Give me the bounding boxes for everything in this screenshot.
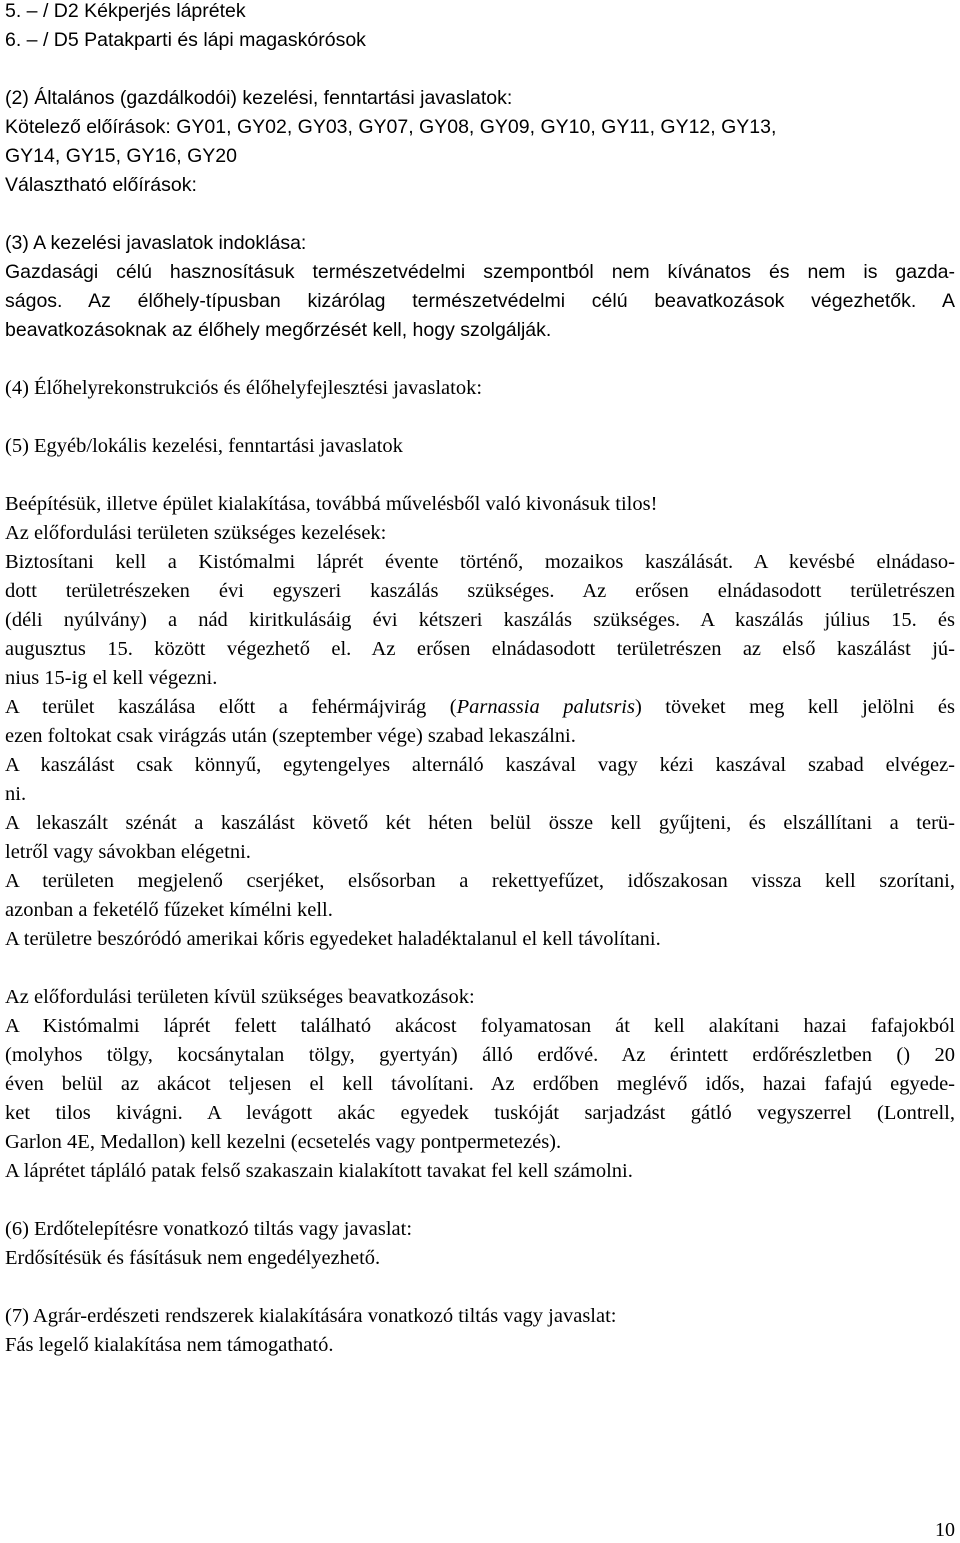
paragraph-line: Beépítésük, illetve épület kialakítása, továbbá művelésből való kivonásuk tilos! [5, 493, 658, 515]
paragraph-line: ezen foltokat csak virágzás után (szeptember vége) szabad lekaszálni. [5, 725, 576, 747]
paragraph-line: A kaszálást csak könnyű, egytengelyes alternáló kaszával vagy kézi kaszával szabad elvégez- [5, 754, 955, 776]
paragraph-line: Biztosítani kell a Kistómalmi láprét évente történő, mozaikos kaszálását. A kevésbé elnádaso- [5, 551, 955, 573]
paragraph-line: nius 15-ig el kell végezni. [5, 667, 218, 689]
section-4-heading: (4) Élőhelyrekonstrukciós és élőhelyfejlesztési javaslatok: [5, 377, 483, 399]
section-3-heading: (3) A kezelési javaslatok indoklása: [5, 232, 307, 254]
paragraph-line: ságos. Az élőhely-típusban kizárólag természetvédelmi célú beavatkozások végezhetők. A [5, 290, 955, 312]
paragraph-line: A láprétet tápláló patak felső szakaszain kialakított tavakat fel kell számolni. [5, 1160, 633, 1182]
page-number: 10 [935, 1519, 955, 1541]
paragraph-line: éven belül az akácot teljesen el kell távolítani. Az erdőben meglévő idős, hazai fafajú egyede- [5, 1073, 955, 1095]
optional-rules-label: Választható előírások: [5, 174, 197, 196]
paragraph-line: (déli nyúlvány) a nád kiritkulásáig évi kétszeri kaszálás szükséges. A kaszálás július 15. és [5, 609, 955, 631]
subheading: Az előfordulási területen kívül szükséges beavatkozások: [5, 986, 475, 1008]
list-item: 6. – / D5 Patakparti és lápi magaskórósok [5, 29, 366, 51]
paragraph-line: Gazdasági célú hasznosításuk természetvédelmi szempontból nem kívánatos és nem is gazda- [5, 261, 955, 283]
paragraph-line: A területen megjelenő cserjéket, elsősorban a rekettyefűzet, időszakosan vissza kell szorítani, [5, 870, 955, 892]
text-run: A terület kaszálása előtt a fehérmájvirág ( [5, 696, 457, 718]
paragraph-line: Fás legelő kialakítása nem támogatható. [5, 1334, 334, 1356]
paragraph-line: augusztus 15. között végezhető el. Az erősen elnádasodott területrészen az első kaszálást jú- [5, 638, 955, 660]
paragraph-line: beavatkozásoknak az élőhely megőrzését kell, hogy szolgálják. [5, 319, 552, 341]
section-2-heading: (2) Általános (gazdálkodói) kezelési, fenntartási javaslatok: [5, 87, 513, 109]
paragraph-line: dott területrészeken évi egyszeri kaszálás szükséges. Az erősen elnádasodott területrészen [5, 580, 955, 602]
list-item: 5. – / D2 Kékperjés láprétek [5, 0, 246, 22]
mandatory-rules-line: Kötelező előírások: GY01, GY02, GY03, GY07, GY08, GY09, GY10, GY11, GY12, GY13, [5, 116, 777, 138]
section-6-heading: (6) Erdőtelepítésre vonatkozó tiltás vagy javaslat: [5, 1218, 413, 1240]
paragraph-line: ni. [5, 783, 27, 805]
paragraph-line: A Kistómalmi láprét felett található akácost folyamatosan át kell alakítani hazai fafajokból [5, 1015, 955, 1037]
subheading: Az előfordulási területen szükséges kezelések: [5, 522, 387, 544]
paragraph-line: (molyhos tölgy, kocsánytalan tölgy, gyertyán) álló erdővé. Az érintett erdőrészletben () 20 [5, 1044, 955, 1066]
paragraph-line [5, 693, 955, 722]
paragraph-line: azonban a feketélő fűzeket kímélni kell. [5, 899, 333, 921]
paragraph-line: A lekaszált szénát a kaszálást követő két héten belül össze kell gyűjteni, és elszállítani a terü- [5, 812, 955, 834]
text-run: ) töveket meg kell jelölni és [634, 696, 955, 718]
species-name: Parnassia palutsris [456, 696, 635, 718]
mandatory-rules-line: GY14, GY15, GY16, GY20 [5, 145, 237, 167]
paragraph-line: Erdősítésük és fásításuk nem engedélyezhető. [5, 1247, 381, 1269]
paragraph-line: ket tilos kivágni. A levágott akác egyedek tuskóját sarjadzást gátló vegyszerrel (Lontrell, [5, 1102, 955, 1124]
section-5-heading: (5) Egyéb/lokális kezelési, fenntartási javaslatok [5, 435, 403, 457]
paragraph-line: A területre beszóródó amerikai kőris egyedeket haladéktalanul el kell távolítani. [5, 928, 661, 950]
paragraph-line: letről vagy sávokban elégetni. [5, 841, 251, 863]
paragraph-line: Garlon 4E, Medallon) kell kezelni (ecsetelés vagy pontpermetezés). [5, 1131, 562, 1153]
section-7-heading: (7) Agrár-erdészeti rendszerek kialakítására vonatkozó tiltás vagy javaslat: [5, 1305, 617, 1327]
